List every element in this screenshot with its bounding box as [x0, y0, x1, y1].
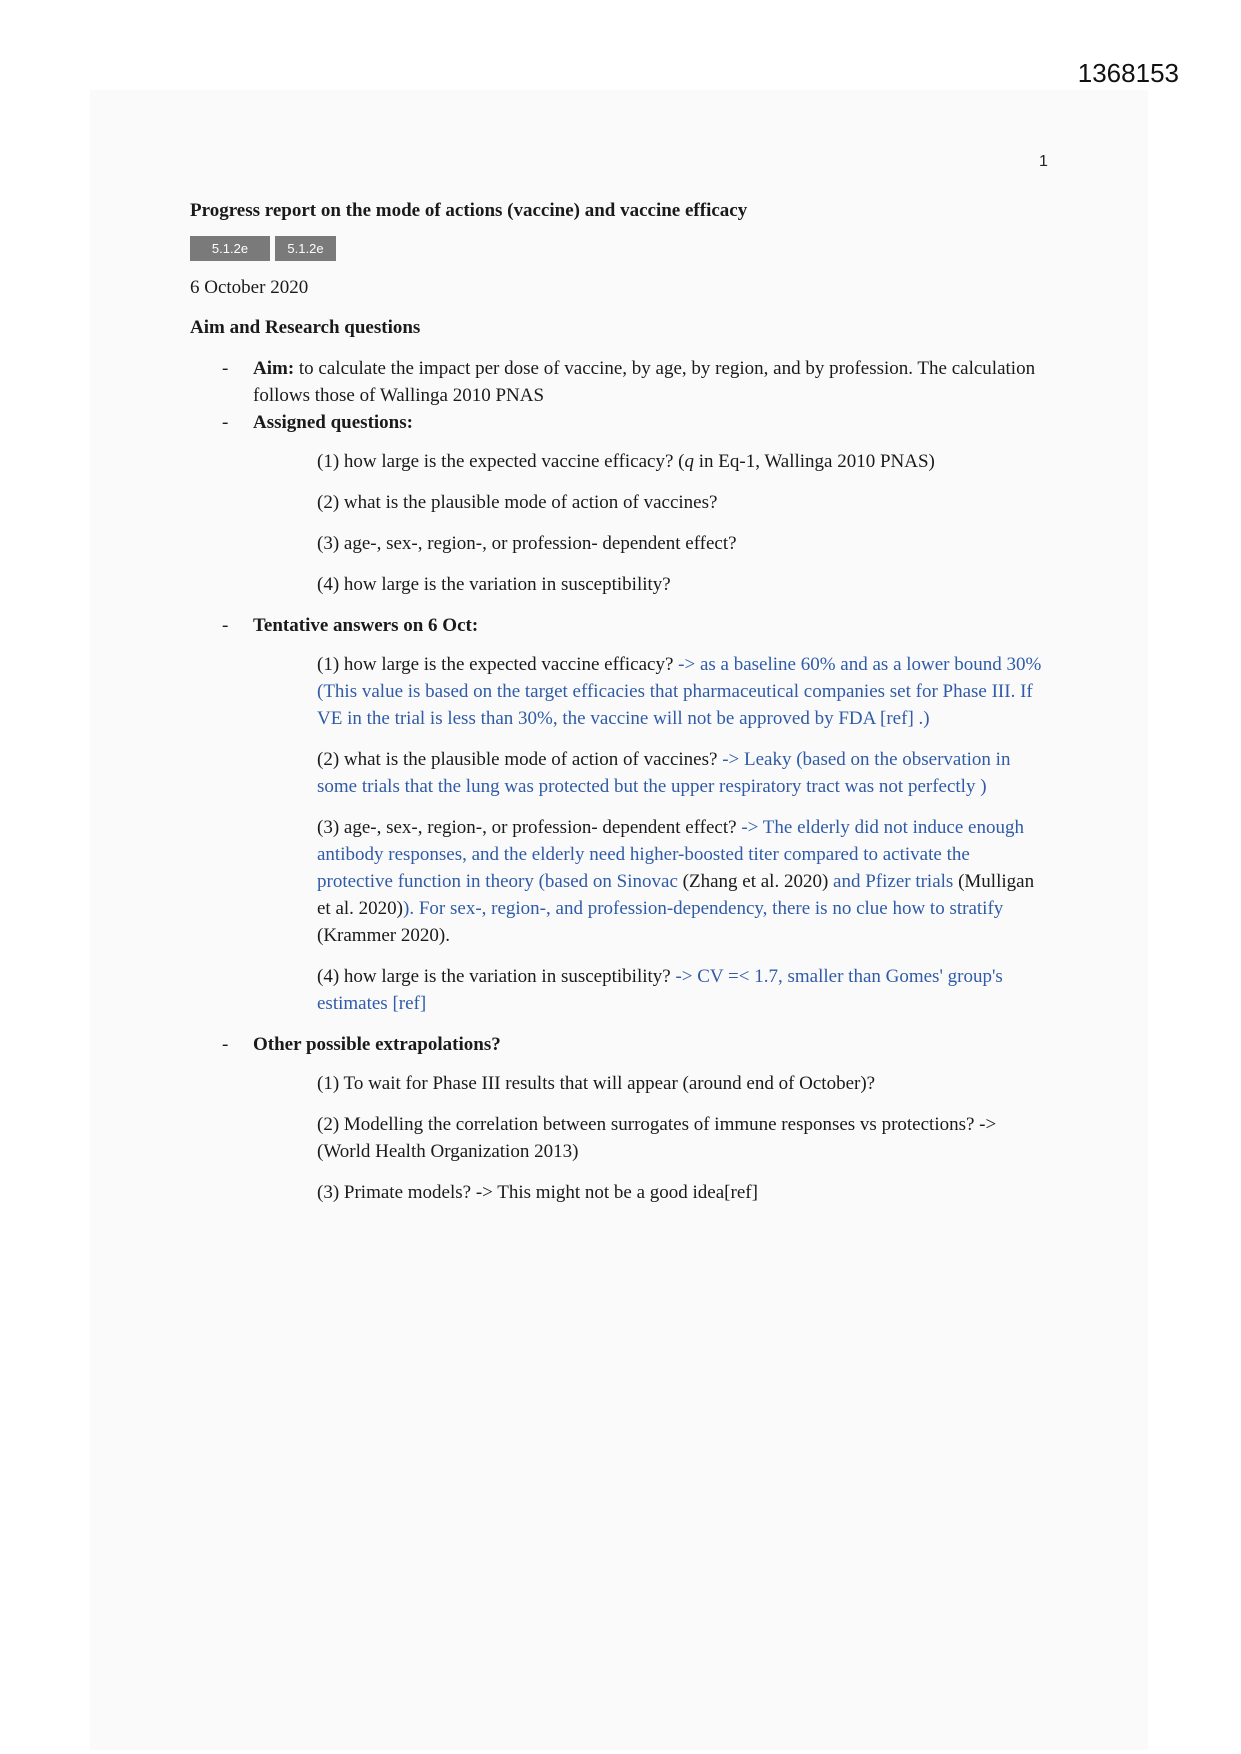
assigned-question-3: (3) age-, sex-, region-, or profession- dependent effect? [317, 533, 737, 554]
citation: (Krammer 2020). [317, 925, 450, 946]
answer-3-text: and Pfizer trials [828, 871, 959, 892]
document-body [190, 200, 1050, 1220]
aim-label: Aim: [253, 358, 295, 379]
citation: (Mulligan et al. 2020) [317, 871, 1035, 919]
other-item-2: (2) Modelling the correlation between surrogates of immune responses vs protections? -> (World Health Organization 2013) [317, 1114, 997, 1162]
answer-4-text: -> CV =< 1.7, smaller than Gomes' group's estimates [ref] [317, 966, 1003, 1014]
aim-text: to calculate the impact per dose of vaccine, by age, by region, and by profession. The calculation follows those of Wallinga 2010 PNAS [253, 358, 1036, 406]
tentative-label: Tentative answers on 6 Oct: [253, 615, 479, 636]
answer-1-question: (1) how large is the expected vaccine efficacy? [317, 654, 679, 675]
answer-3-question: (3) age-, sex-, region-, or profession- dependent effect? [317, 817, 742, 838]
answer-1 [317, 651, 1047, 732]
q1-variable: q [684, 451, 694, 472]
aim-bullet [190, 355, 1050, 409]
bullet-dash: - [222, 412, 229, 433]
document-id: 1368153 [1077, 58, 1179, 88]
tentative-bullet [190, 612, 1050, 639]
q1-text: (1) how large is the expected vaccine efficacy? ( [317, 451, 685, 472]
assigned-label: Assigned questions: [253, 412, 413, 433]
other-label: Other possible extrapolations? [253, 1034, 501, 1055]
assigned-question-4: (4) how large is the variation in susceptibility? [317, 574, 671, 595]
answer-3-text: -> The elderly did not induce enough antibody responses, and the elderly need higher-boosted titer compared to activate the protective function in theory (based on Sinovac [317, 817, 1024, 892]
assigned-question-1 [317, 448, 1047, 475]
bullet-dash: - [222, 358, 229, 379]
q1-text-end: in Eq-1, Wallinga 2010 PNAS) [694, 451, 935, 472]
answer-1-text: -> as a baseline 60% and as a lower bound 30% (This value is based on the target efficacies that pharmaceutical companies set for Phase III. If VE in the trial is less than 30%, the vaccine will not be approved by FDA [ref] .) [317, 654, 1042, 729]
answer-3-text: ). For sex-, region-, and profession-dependency, there is no clue how to stratify [403, 898, 1004, 919]
bullet-dash: - [222, 1034, 229, 1055]
assigned-bullet [190, 409, 1050, 436]
bullet-dash: - [222, 615, 229, 636]
answer-2-text: -> Leaky (based on the observation in some trials that the lung was protected but the upper respiratory tract was not perfectly ) [317, 749, 1011, 797]
answer-2 [317, 746, 1047, 800]
section-heading: Aim and Research questions [190, 317, 421, 338]
answer-3 [317, 814, 1047, 949]
page-number: 1 [1039, 153, 1048, 170]
page-title: Progress report on the mode of actions (vaccine) and vaccine efficacy [190, 200, 748, 221]
answer-2-question: (2) what is the plausible mode of action of vaccines? [317, 749, 723, 770]
other-bullet [190, 1031, 1050, 1058]
other-item-3: (3) Primate models? -> This might not be a good idea[ref] [317, 1182, 758, 1203]
redaction-badge: 5.1.2e [275, 236, 336, 261]
redaction-badge: 5.1.2e [190, 236, 270, 261]
answer-4-question: (4) how large is the variation in susceptibility? [317, 966, 676, 987]
citation: (Zhang et al. 2020) [682, 871, 829, 892]
other-item-1: (1) To wait for Phase III results that will appear (around end of October)? [317, 1073, 876, 1094]
assigned-question-2: (2) what is the plausible mode of action of vaccines? [317, 492, 718, 513]
report-date: 6 October 2020 [190, 277, 309, 298]
redaction-badges [190, 236, 1050, 261]
answer-4 [317, 963, 1047, 1017]
